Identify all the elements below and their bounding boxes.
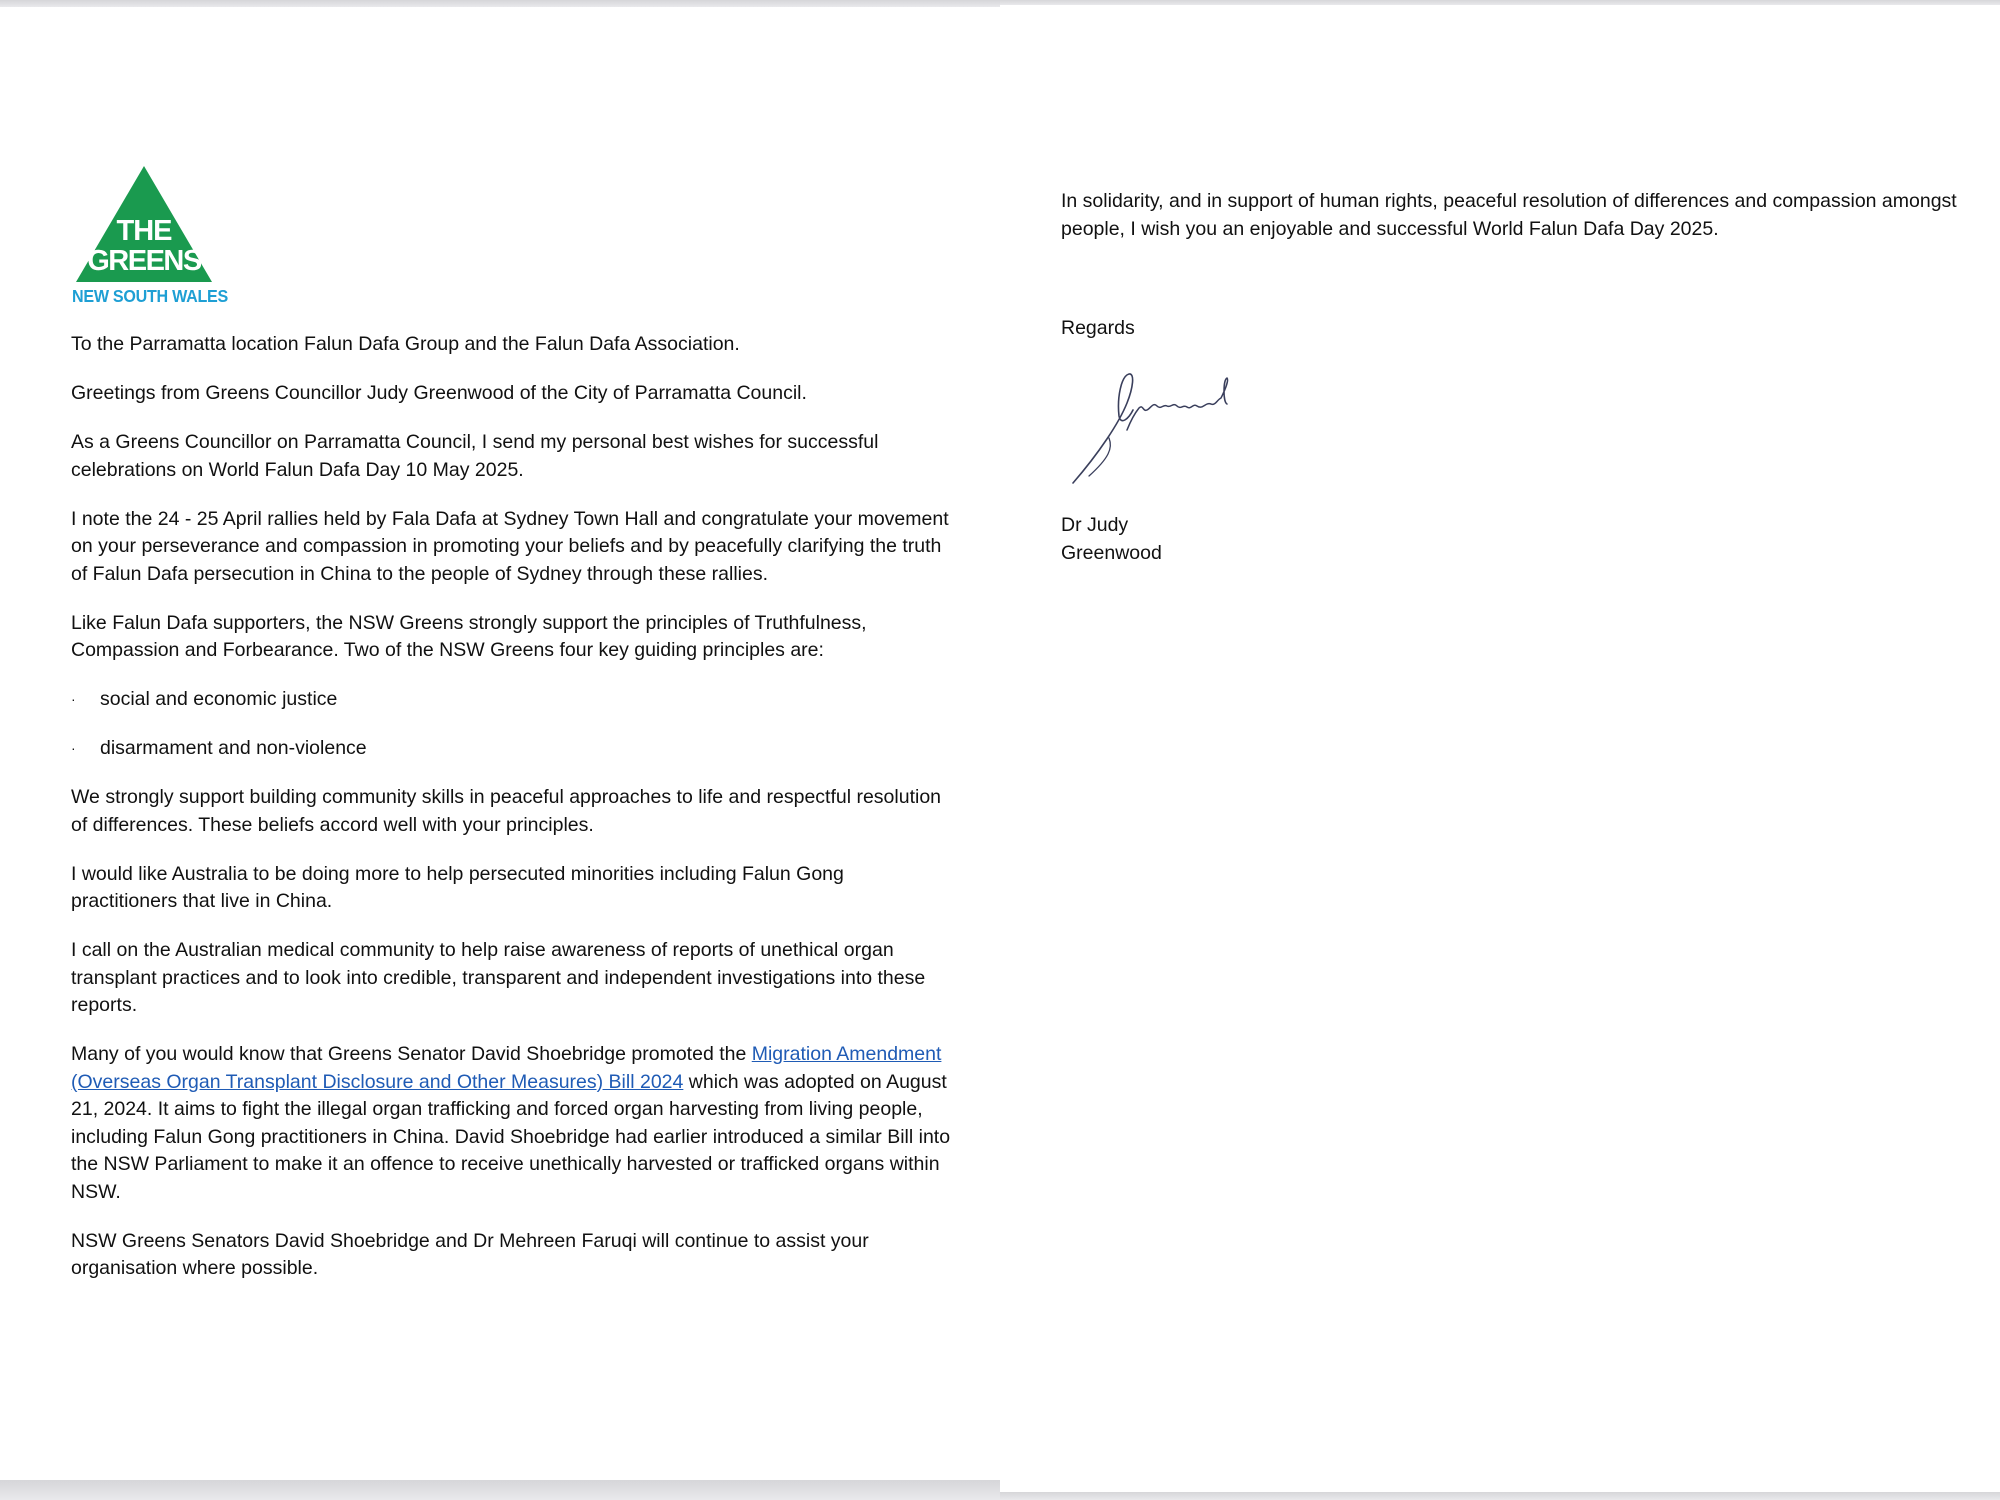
letter-body xyxy=(71,331,951,1304)
principles-paragraph: Like Falun Dafa supporters, the NSW Greens strongly support the principles of Truthfulness, Compassion and Forbearance. Two of the NSW Greens four key guiding principles are: xyxy=(71,611,867,661)
signer-name: Dr Judy Greenwood xyxy=(1061,514,1162,564)
greens-logo xyxy=(72,164,228,306)
letter-closing xyxy=(1061,188,1961,343)
australia-paragraph: I would like Australia to be doing more to help persecuted minorities including Falun Gong practitioners that live in China. xyxy=(71,862,844,912)
signature-icon xyxy=(1069,368,1269,488)
closing-paragraph: NSW Greens Senators David Shoebridge and Dr Mehreen Faruqi will continue to assist your organisation where possible. xyxy=(71,1229,869,1279)
community-skills-paragraph: We strongly support building community skills in peaceful approaches to life and respectful resolution of differences. These beliefs accord well with your principles. xyxy=(71,786,942,836)
list-item xyxy=(71,686,951,714)
page-edge-top xyxy=(0,0,1000,7)
page-edge-bottom xyxy=(0,1480,1000,1500)
bullet-icon: · xyxy=(71,740,76,756)
bill-text-after: which was adopted on August 21, 2024. It aims to fight the illegal organ trafficking and forced organ harvesting from living people, including Falun Gong practitioners in China. David Shoebridge had earlier introduced a similar Bill into the NSW Parliament to make it an offence to receive unethically harvested or trafficked organs within NSW. xyxy=(71,1070,951,1203)
list-item xyxy=(71,735,951,763)
page-edge-bottom xyxy=(1000,1492,2000,1500)
bullet-icon: · xyxy=(71,691,76,707)
logo-line2: GREENS xyxy=(87,245,201,277)
greeting-paragraph: Greetings from Greens Councillor Judy Greenwood of the City of Parramatta Council. xyxy=(71,382,807,404)
salutation: To the Parramatta location Falun Dafa Group and the Falun Dafa Association. xyxy=(71,333,740,355)
medical-community-paragraph: I call on the Australian medical community to help raise awareness of reports of unethical organ transplant practices and to look into credible, transparent and independent investigations into these reports. xyxy=(71,939,926,1016)
solidarity-paragraph: In solidarity, and in support of human rights, peaceful resolution of differences and compassion amongst people, I wish you an enjoyable and successful World Falun Dafa Day 2025. xyxy=(1061,190,1957,240)
bill-text-before: Many of you would know that Greens Senator David Shoebridge promoted the xyxy=(71,1043,752,1065)
bullet-text: disarmament and non-violence xyxy=(100,737,367,759)
bullet-text: social and economic justice xyxy=(100,688,338,710)
migration-bill-link[interactable]: Migration Amendment (Overseas Organ Transplant Disclosure and Other Measures) Bill 2024 xyxy=(71,1043,942,1093)
bill-paragraph xyxy=(71,1041,951,1206)
letter-page-right xyxy=(1000,0,2000,1500)
logo-line1: THE xyxy=(116,215,172,247)
rallies-paragraph: I note the 24 - 25 April rallies held by Fala Dafa at Sydney Town Hall and congratulate your movement on your perseverance and compassion in promoting your beliefs and by peacefully clarifying the truth of Falun Dafa persecution in China to the people of Sydney through these rallies. xyxy=(71,507,949,585)
regards-text: Regards xyxy=(1061,317,1135,339)
page-edge-top xyxy=(1000,0,2000,5)
greens-triangle-icon xyxy=(72,164,216,284)
handwritten-signature xyxy=(1069,368,1269,488)
best-wishes-paragraph: As a Greens Councillor on Parramatta Council, I send my personal best wishes for successful celebrations on World Falun Dafa Day 10 May 2025. xyxy=(71,431,879,481)
logo-caption: NEW SOUTH WALES xyxy=(72,286,228,306)
